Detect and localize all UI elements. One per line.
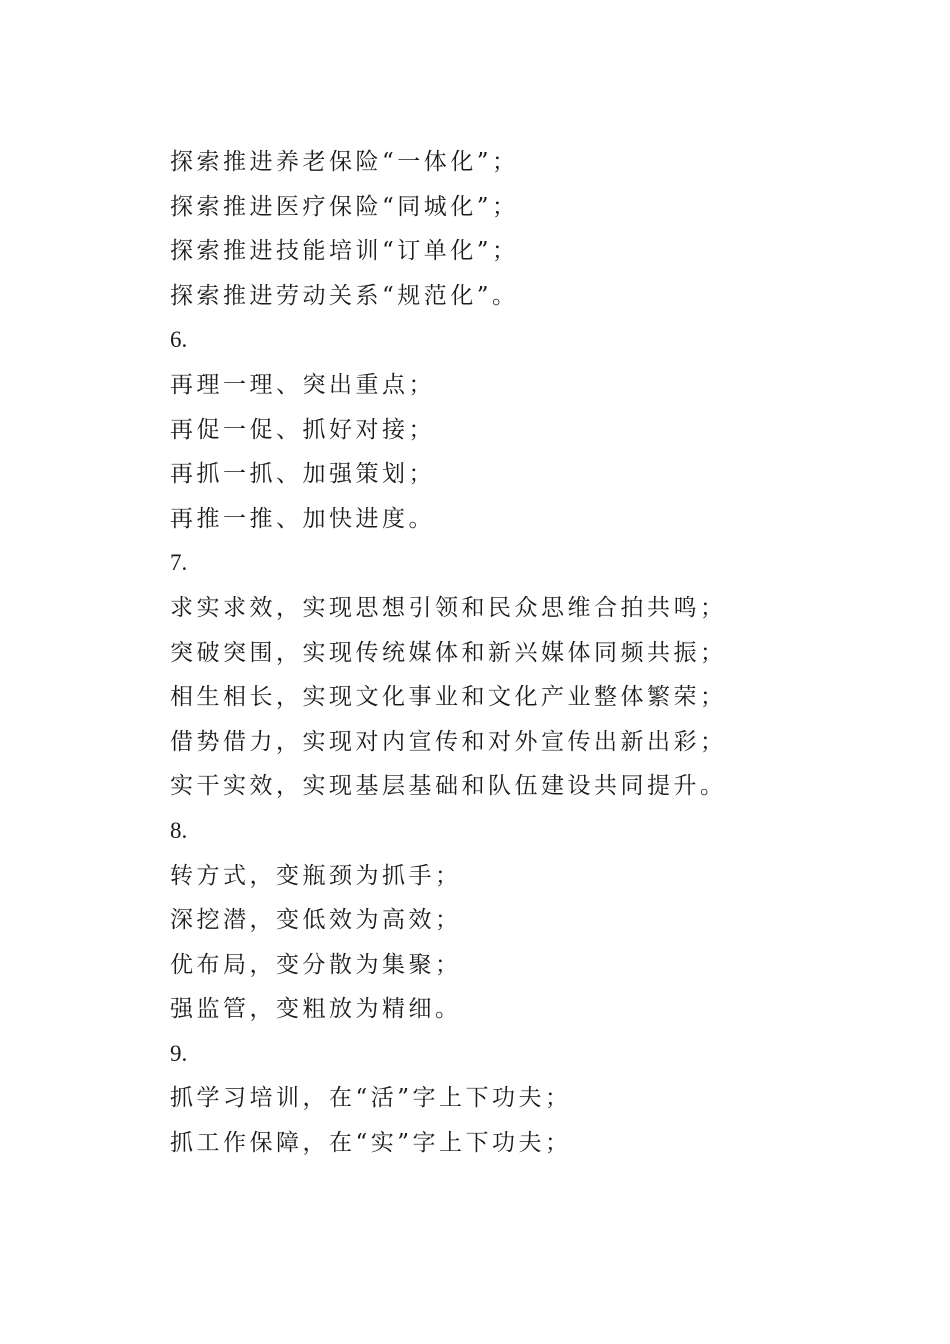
text-line: 再促一促、抓好对接； — [170, 416, 435, 443]
section-number: 7. — [170, 550, 188, 576]
section-number: 8. — [170, 817, 188, 843]
text-line: 再理一理、突出重点； — [170, 371, 435, 398]
text-line: 探索推进技能培训“订单化”； — [170, 238, 519, 265]
section-number: 6. — [170, 327, 188, 353]
text-line: 深挖潜，变低效为高效； — [170, 907, 462, 934]
text-line: 探索推进养老保险“一体化”； — [170, 149, 519, 175]
document-body — [170, 140, 890, 1166]
text-line: 实干实效，实现基层基础和队伍建设共同提升。 — [170, 773, 727, 800]
text-line: 转方式，变瓶颈为抓手； — [170, 862, 462, 889]
text-line: 再抓一抓、加强策划； — [170, 461, 435, 488]
text-line: 探索推进医疗保险“同城化”； — [170, 193, 519, 220]
text-line: 抓学习培训，在“活”字上下功夫； — [170, 1085, 572, 1112]
text-line: 求实求效，实现思想引领和民众思维合拍共鸣； — [170, 594, 727, 621]
text-line: 突破突围，实现传统媒体和新兴媒体同频共振； — [170, 639, 727, 666]
text-line: 抓工作保障，在“实”字上下功夫； — [170, 1130, 572, 1157]
text-line: 探索推进劳动关系“规范化”。 — [170, 282, 519, 309]
text-line: 优布局，变分散为集聚； — [170, 951, 462, 978]
text-line: 相生相长，实现文化事业和文化产业整体繁荣； — [170, 684, 727, 711]
text-line: 借势借力，实现对内宣传和对外宣传出新出彩； — [170, 728, 727, 755]
text-line: 再推一推、加快进度。 — [170, 505, 435, 532]
section-number: 9. — [170, 1040, 188, 1066]
text-line: 强监管，变粗放为精细。 — [170, 996, 462, 1023]
